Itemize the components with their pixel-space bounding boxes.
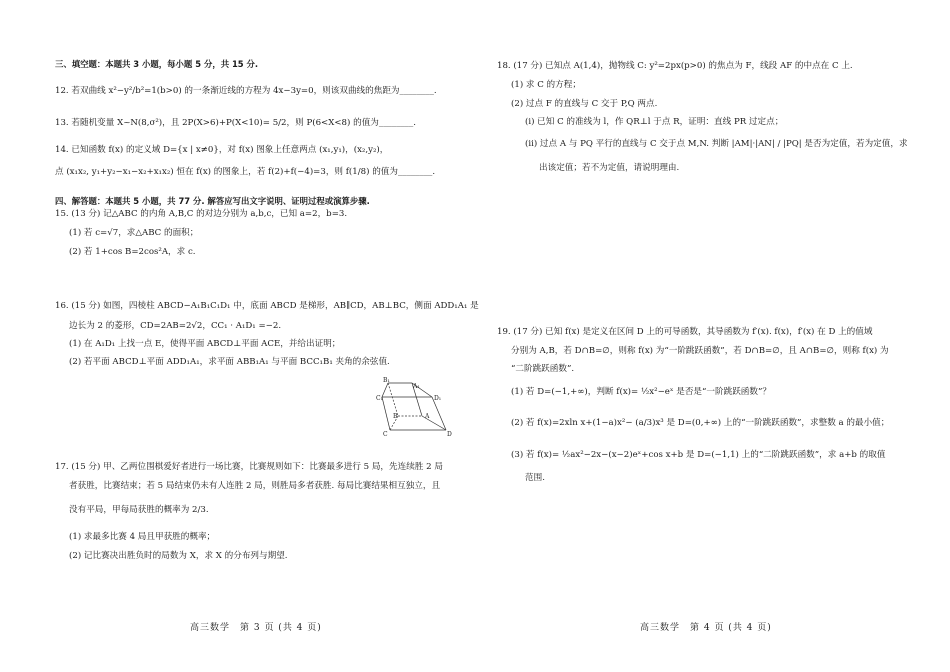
fig-label-c: C (383, 431, 388, 438)
question-16-line-2: 边长为 2 的菱形，CD=2AB=2√2，CC₁ · A₁D₁ =−2. (69, 321, 282, 331)
question-18-part-1: (1) 求 C 的方程； (511, 80, 581, 90)
fig-label-b: B (393, 413, 398, 420)
fig-label-c1: C₁ (376, 395, 383, 402)
page-footer-3: 高三数学 第 3 页 (共 4 页) (190, 623, 322, 633)
question-19-line-2: 分别为 A,B，若 D∩B=∅，则称 f(x) 为“一阶跳跃函数”，若 D∩B=∅，且 A∩B=∅，则称 f(x) 为 (511, 346, 889, 356)
question-17-part-2: (2) 记比赛决出胜负时的局数为 X，求 X 的分布列与期望. (69, 551, 288, 561)
question-19-part-1: (1) 若 D=(−1,+∞)，判断 f(x)= ½x²−eˣ 是否是“一阶跳跃函数”？ (511, 387, 771, 397)
question-15-part-2: (2) 若 1+cos B=2cos²A，求 c. (69, 247, 196, 257)
question-19-line-3: “二阶跳跃函数”. (511, 364, 575, 374)
question-16-part-2: (2) 若平面 ABCD⊥平面 ADD₁A₁，求平面 ABB₁A₁ 与平面 BCC₁B₁ 夹角的余弦值. (69, 357, 390, 367)
right-page (475, 0, 950, 672)
question-15-part-1: (1) 若 c=√7，求△ABC 的面积； (69, 228, 199, 238)
question-18: 18. (17 分) 已知点 A(1,4)，抛物线 C: y²=2px(p>0) 的焦点为 F，线段 AF 的中点在 C 上. (497, 61, 853, 71)
question-18-part-2-ii-line-2: 出该定值；若不为定值，请说明理由. (539, 163, 680, 173)
fig-label-d: D (447, 431, 452, 438)
fig-label-b1: B₁ (383, 377, 390, 384)
question-13: 13. 若随机变量 X~N(8,σ²)，且 2P(X>6)+P(X<10)= 5/2，则 P(6<X<8) 的值为________. (55, 118, 417, 128)
question-14-line-2: 点 (x₁x₂, y₁+y₂−x₁−x₂+x₁x₂) 恒在 f(x) 的图象上，若 f(2)+f(−4)=3，则 f(1/8) 的值为________. (55, 167, 436, 177)
section-answer-title: 四、解答题：本题共 5 小题，共 77 分. 解答应写出文字说明、证明过程或演算步骤. (55, 196, 370, 206)
question-19-line-1: 19. (17 分) 已知 f(x) 是定义在区间 D 上的可导函数，其导函数为 f′(x). f(x)，f′(x) 在 D 上的值域 (497, 327, 873, 337)
question-18-part-2-ii-line-1: (ii) 过点 A 与 PQ 平行的直线与 C 交于点 M,N. 判断 |AM|·|AN| / |PQ| 是否为定值，若为定值，求 (525, 139, 908, 149)
prism-figure (378, 375, 458, 440)
question-19-part-3-end: 范围. (525, 473, 545, 483)
section-fill-in-title: 三、填空题：本题共 3 小题，每小题 5 分，共 15 分. (55, 59, 259, 69)
question-17-line-2: 者获胜，比赛结束；若 5 局结束仍未有人连胜 2 局，则胜局多者获胜. 每局比赛结果相互独立，且 (69, 481, 441, 491)
question-12: 12. 若双曲线 x²−y²/b²=1(b>0) 的一条渐近线的方程为 4x−3y=0，则该双曲线的焦距为________. (55, 86, 437, 96)
question-16-part-1: (1) 在 A₁D₁ 上找一点 E，使得平面 ABCD⊥平面 ACE，并给出证明； (69, 339, 341, 349)
question-18-part-2: (2) 过点 F 的直线与 C 交于 P,Q 两点. (511, 99, 658, 109)
question-17-line-1: 17. (15 分) 甲、乙两位围棋爱好者进行一场比赛，比赛规则如下：比赛最多进行 5 局，先连续胜 2 局 (55, 462, 443, 472)
fig-label-a: A (425, 413, 430, 420)
fig-label-a1: A₁ (413, 383, 420, 390)
question-17-part-1: (1) 求最多比赛 4 局且甲获胜的概率； (69, 532, 216, 542)
question-16-line-1: 16. (15 分) 如图，四棱柱 ABCD−A₁B₁C₁D₁ 中，底面 ABCD 是梯形，AB∥CD，AB⊥BC，侧面 ADD₁A₁ 是 (55, 301, 479, 311)
question-18-part-2-i: (i) 已知 C 的准线为 l，作 QR⊥l 于点 R，证明：直线 PR 过定点； (525, 117, 784, 127)
question-15: 15. (13 分) 记△ABC 的内角 A,B,C 的对边分别为 a,b,c，已知 a=2，b=3. (55, 209, 348, 219)
page-footer-4: 高三数学 第 4 页 (共 4 页) (640, 623, 772, 633)
question-14-line-1: 14. 已知函数 f(x) 的定义域 D={x | x≠0}，对 f(x) 图象上任意两点 (x₁,y₁)，(x₂,y₂)， (55, 145, 389, 155)
question-19-part-3: (3) 若 f(x)= ½ax²−2x−(x−2)eˣ+cos x+b 是 D=(−1,1) 上的“二阶跳跃函数”，求 a+b 的取值 (511, 450, 886, 460)
fig-label-d1: D₁ (434, 395, 442, 402)
question-17-line-3: 没有平局，甲每局获胜的概率为 2/3. (69, 505, 209, 515)
question-19-part-2: (2) 若 f(x)=2xln x+(1−a)x²− (a/3)x³ 是 D=(0,+∞) 上的“一阶跳跃函数”，求整数 a 的最小值； (511, 418, 890, 428)
